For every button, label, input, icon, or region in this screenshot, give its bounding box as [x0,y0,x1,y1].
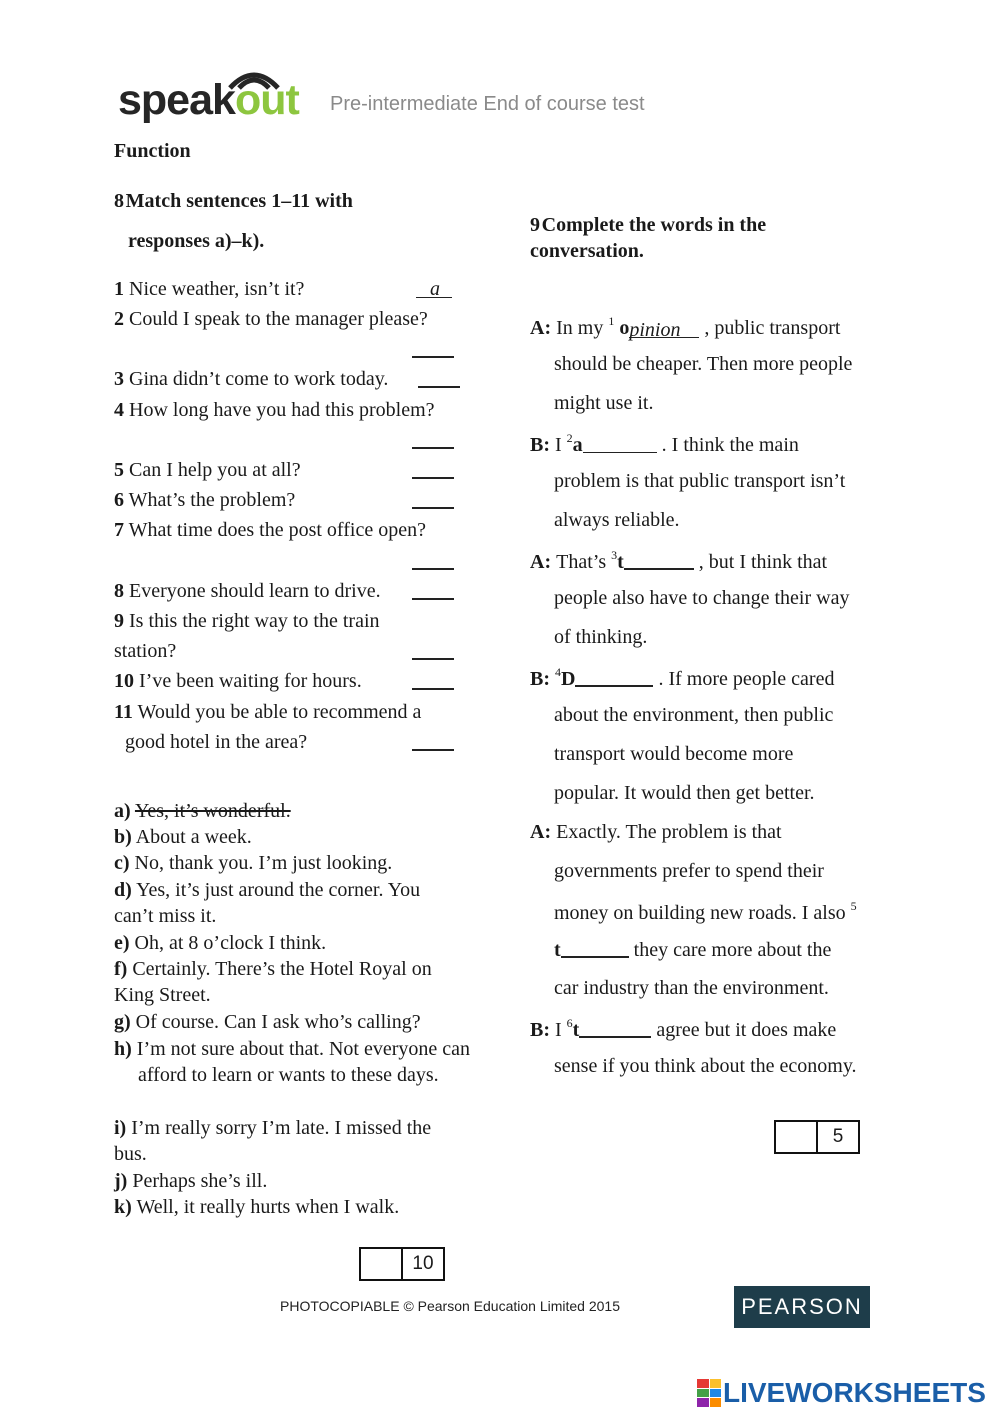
answer-blank-11[interactable] [412,749,454,751]
conv-a3-line3: money on building new roads. I also $^5$ [554,899,857,924]
q9-score-total: 5 [832,1126,844,1147]
answer-blank-5[interactable] [412,477,454,479]
answer-blank-3[interactable] [418,386,460,388]
q9-score-box [774,1120,860,1154]
response-b: b) About a week. [114,826,252,848]
match-item-3: 3 Gina didn’t come to work today. [114,368,389,390]
match-item-2: 2 Could I speak to the manager please? [114,308,428,330]
answer-blank-10[interactable] [412,688,454,690]
conv-b1-line1: B: I $^2$a . I think the main [530,431,799,456]
match-item-5: 5 Can I help you at all? [114,459,301,481]
answer-blank-9[interactable] [412,658,454,660]
response-j: j) Perhaps she’s ill. [114,1170,268,1192]
gap-4[interactable] [575,667,653,687]
q8-score-box [359,1247,445,1281]
conv-a1-line1: A: In my $^1$ opinion , public transport [530,314,841,341]
match-item-8: 8 Everyone should learn to drive. [114,580,381,602]
match-item-6: 6 What’s the problem? [114,489,296,511]
q9-score-input[interactable] [776,1122,818,1152]
q8-score-input[interactable] [361,1249,403,1279]
liveworksheets-wordmark: LIVEWORKSHEETS [723,1377,986,1408]
conv-b2-line2: about the environment, then public [554,704,834,726]
match-item-10: 10 I’ve been waiting for hours. [114,670,362,692]
response-f: f) Certainly. There’s the Hotel Royal on King Street. [114,958,432,1007]
section-heading: Function [114,140,191,162]
conv-b1-line3: always reliable. [554,509,680,531]
answer-blank-2[interactable] [412,356,454,358]
answer-blank-6[interactable] [412,507,454,509]
q9-title: 9 Complete the words in the conversation. [530,214,767,262]
q8-title-line2: responses a)–k). [128,230,265,252]
response-c: c) No, thank you. I’m just looking. [114,852,393,874]
match-item-9-cont: station? [114,640,177,662]
response-e: e) Oh, at 8 o’clock I think. [114,932,327,954]
pearson-logo: PEARSON [734,1286,870,1328]
conv-b2-line3: transport would become more [554,743,794,765]
answer-blank-7[interactable] [412,568,454,570]
speakout-logo [118,64,323,126]
match-item-1: 1 Nice weather, isn’t it? [114,278,305,300]
q8-title: 8 Match sentences 1–11 with [114,190,353,212]
gap-5[interactable] [561,938,629,958]
conv-a3-line4: t they care more about the [554,939,832,961]
copyright-notice: PHOTOCOPIABLE © Pearson Education Limited 2015 [280,1298,621,1314]
response-d: d) Yes, it’s just around the corner. You can’t miss it. [114,879,421,928]
conv-b3-line1: B: I $^6$t agree but it does make [530,1016,837,1041]
q8-score-total: 10 [412,1253,434,1274]
match-item-4: 4 How long have you had this problem? [114,399,435,421]
test-subtitle: Pre-intermediate End of course test [330,93,645,115]
gap-3[interactable] [624,550,694,570]
conv-a2-line3: of thinking. [554,626,648,648]
answer-blank-4[interactable] [412,447,454,449]
answer-blank-1-line [416,297,452,298]
conv-a3-line5: car industry than the environment. [554,977,829,999]
conv-a2-line2: people also have to change their way [554,587,850,609]
gap-1[interactable]: pinion [629,319,699,338]
gap-2[interactable] [583,434,657,453]
logo-wordmark: speakout [118,76,299,124]
gap-6[interactable] [579,1018,651,1038]
match-item-7: 7 What time does the post office open? [114,519,426,541]
response-g: g) Of course. Can I ask who’s calling? [114,1011,421,1033]
conv-a2-line1: A: That’s $^3$t , but I think that [530,548,828,573]
conv-b1-line2: problem is that public transport isn’t [554,470,846,492]
response-h: h) I’m not sure about that. Not everyone can afford to learn or wants to these days. [114,1038,471,1087]
answer-blank-8[interactable] [412,598,454,600]
liveworksheets-watermark [697,1378,986,1408]
response-a: a) Yes, it’s wonderful. [114,800,291,822]
match-item-9: 9 Is this the right way to the train [114,610,380,632]
conv-a1-line2: should be cheaper. Then more people [554,353,853,375]
match-item-11: 11 Would you be able to recommend a [114,701,422,723]
liveworksheets-icon [697,1379,721,1407]
conv-b2-line4: popular. It would then get better. [554,782,815,804]
conv-a3-line2: governments prefer to spend their [554,860,824,882]
response-i: i) I’m really sorry I’m late. I missed the bus. [114,1117,432,1166]
answer-blank-1[interactable]: a [430,278,440,300]
conv-a1-line3: might use it. [554,392,654,414]
conv-b3-line2: sense if you think about the economy. [554,1055,857,1077]
response-k: k) Well, it really hurts when I walk. [114,1196,400,1218]
match-item-11-cont: good hotel in the area? [125,731,308,753]
conv-a3-line1: A: Exactly. The problem is that [530,821,782,843]
conv-b2-line1: B: $^4$D . If more people cared [530,665,835,690]
